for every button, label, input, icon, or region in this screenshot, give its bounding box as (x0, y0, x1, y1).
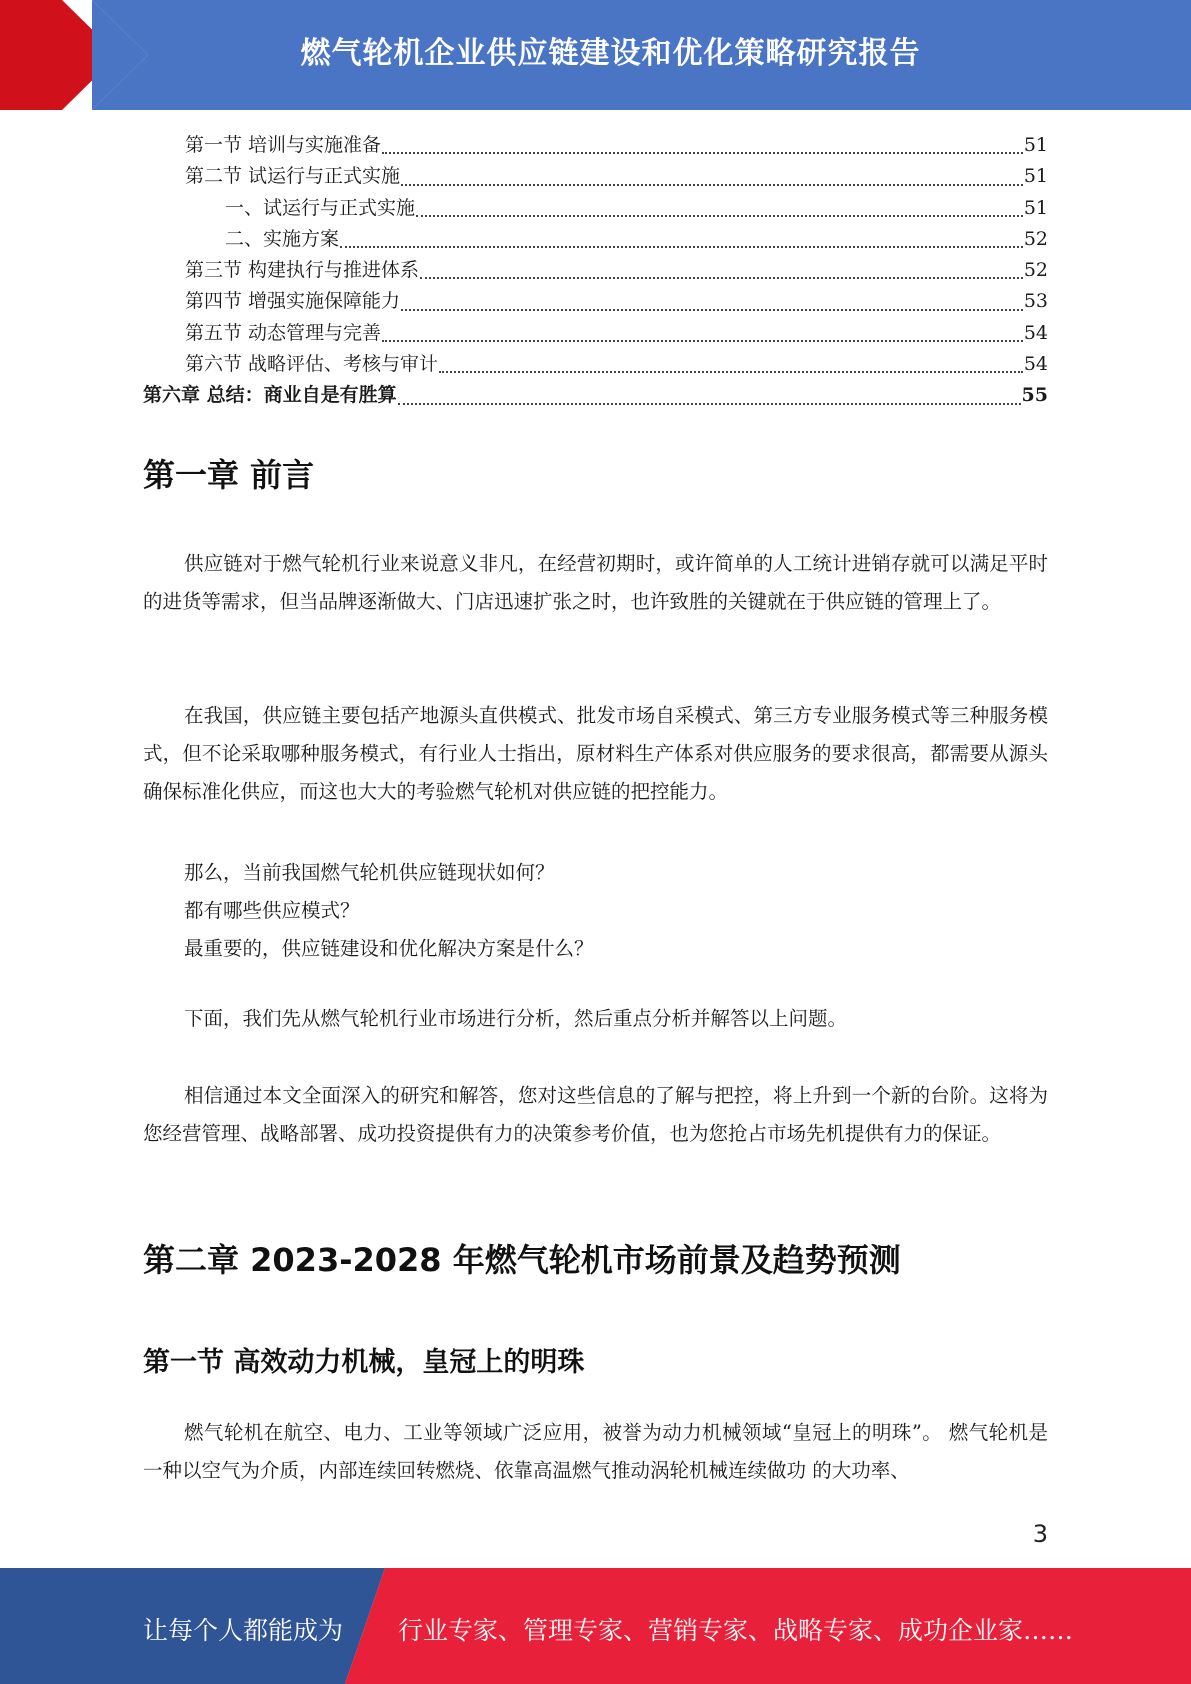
toc-entry-label: 第二节 试运行与正式实施 (185, 165, 401, 188)
page-footer (0, 1568, 1191, 1684)
toc-entry-page: 55 (1021, 384, 1048, 407)
toc-dot-leader (398, 402, 1021, 405)
toc-entry[interactable] (143, 380, 1048, 411)
chapter-1-paragraph-2: 在我国，供应链主要包括产地源头直供模式、批发市场自采模式、第三方专业服务模式等三种服务模式，但不论采取哪种服务模式，有行业人士指出，原材料生产体系对供应服务的要求很高，都需要从源头确保标准化供应，而这也大大的考验燃气轮机对供应链的把控能力。 (143, 704, 1048, 803)
toc-entry-page: 53 (1023, 290, 1048, 313)
section-1-title: 第一节 高效动力机械，皇冠上的明珠 (143, 1347, 585, 1378)
toc-entry-page: 51 (1023, 165, 1048, 188)
chapter-1-paragraph-4: 相信通过本文全面深入的研究和解答，您对这些信息的了解与把控，将上升到一个新的台阶。这将为您经营管理、战略部署、成功投资提供有力的决策参考价值，也为您抢占市场先机提供有力的保证。 (143, 1084, 1048, 1145)
toc-entry[interactable] (143, 318, 1048, 349)
toc-entry-page: 51 (1023, 134, 1048, 156)
toc-entry-label: 第六节 战略评估、考核与审计 (185, 353, 439, 376)
toc-entry-label: 第四节 增强实施保障能力 (185, 290, 401, 313)
table-of-contents (143, 130, 1048, 412)
chapter-1-paragraph-1: 供应链对于燃气轮机行业来说意义非凡，在经营初期时，或许简单的人工统计进销存就可以满足平时的进货等需求，但当品牌逐渐做大、门店迅速扩张之时，也许致胜的关键就在于供应链的管理上了。 (143, 552, 1048, 613)
chapter-1-title: 第一章 前言 (143, 456, 315, 494)
chapter-2-paragraph-1: 燃气轮机在航空、电力、工业等领域广泛应用，被誉为动力机械领域“皇冠上的明珠”。 燃气轮机是一种以空气为介质，内部连续回转燃烧、依靠高温燃气推动涡轮机械连续做功 的大功率、 (143, 1421, 1048, 1482)
toc-entry-page: 51 (1023, 196, 1048, 219)
toc-entry-label: 第三节 构建执行与推进体系 (185, 259, 420, 282)
footer-slogan-right: 行业专家、管理专家、营销专家、战略专家、成功企业家…… (398, 1616, 1074, 1645)
report-title: 燃气轮机企业供应链建设和优化策略研究报告 (300, 36, 921, 71)
toc-dot-leader (340, 245, 1023, 248)
toc-entry[interactable] (143, 193, 1048, 224)
toc-dot-leader (382, 151, 1023, 154)
toc-entry[interactable] (143, 224, 1048, 255)
question-line-1: 那么，当前我国燃气轮机供应链现状如何？ (184, 861, 555, 884)
toc-entry-label: 第一节 培训与实施准备 (185, 134, 382, 156)
chapter-1-paragraph-3: 下面，我们先从燃气轮机行业市场进行分析，然后重点分析并解答以上问题。 (184, 1007, 848, 1030)
toc-entry[interactable] (143, 130, 1048, 161)
question-line-2: 都有哪些供应模式？ (184, 899, 360, 922)
toc-entry[interactable] (143, 286, 1048, 317)
toc-entry[interactable] (143, 255, 1048, 286)
toc-dot-leader (439, 370, 1023, 373)
chapter-2-title: 第二章 2023-2028 年燃气轮机市场前景及趋势预测 (143, 1241, 901, 1279)
toc-entry-label: 二、实施方案 (225, 227, 340, 250)
toc-entry-label: 第六章 总结：商业自是有胜算 (143, 384, 397, 407)
toc-entry-page: 52 (1023, 227, 1048, 250)
toc-entry[interactable] (143, 349, 1048, 380)
toc-entry[interactable] (143, 161, 1048, 192)
toc-entry-page: 52 (1023, 259, 1048, 282)
page-header (0, 0, 1191, 110)
toc-entry-page: 54 (1023, 321, 1048, 344)
toc-dot-leader (416, 214, 1023, 217)
toc-dot-leader (401, 308, 1023, 311)
toc-entry-page: 54 (1023, 353, 1048, 376)
question-line-3: 最重要的，供应链建设和优化解决方案是什么？ (184, 937, 594, 960)
footer-slogan-left: 让每个人都能成为 (143, 1616, 344, 1645)
page-number: 3 (1032, 1520, 1048, 1548)
toc-dot-leader (382, 339, 1023, 342)
toc-entry-label: 第五节 动态管理与完善 (185, 321, 382, 344)
toc-dot-leader (401, 183, 1023, 186)
toc-entry-label: 一、试运行与正式实施 (225, 196, 416, 219)
toc-dot-leader (420, 276, 1023, 279)
